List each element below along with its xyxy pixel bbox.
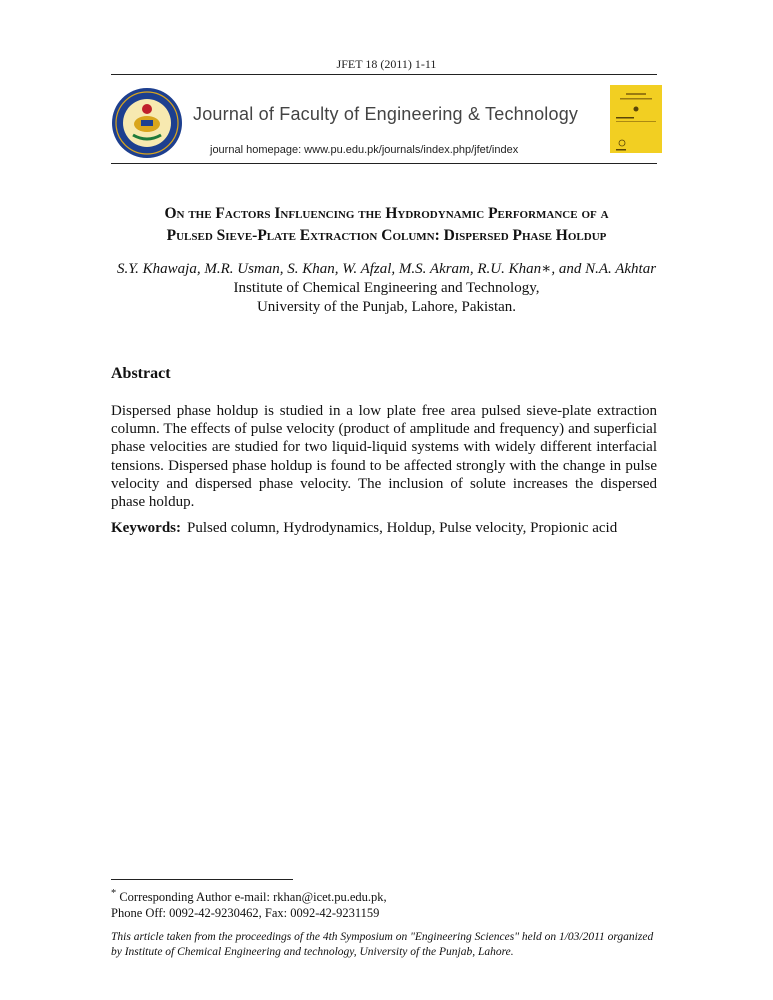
author-list: S.Y. Khawaja, M.R. Usman, S. Khan, W. Afzal, M.S. Akram, R.U. Khan∗, and N.A. Akhtar	[116, 261, 657, 277]
footnote-line-1: Corresponding Author e-mail: rkhan@icet.pu.edu.pk,	[119, 890, 387, 905]
corresponding-author-footnote	[111, 886, 657, 921]
author-block	[60, 260, 713, 317]
keywords-line	[111, 520, 657, 537]
article-title	[80, 203, 693, 247]
journal-cover-thumbnail	[610, 85, 662, 153]
proceedings-note: This article taken from the proceedings of the 4th Symposium on "Engineering Sciences" held on 1/03/2011 organized by Institute of Chemical Engineering and technology, University of the Punjab, Lahore.	[111, 931, 654, 958]
keywords-text: Pulsed column, Hydrodynamics, Holdup, Pulse velocity, Propionic acid	[187, 520, 618, 536]
journal-citation: JFET 18 (2011) 1-11	[336, 57, 437, 71]
header-top-rule	[111, 74, 657, 75]
title-line-2: Pulsed Sieve-Plate Extraction Column: Dispersed Phase Holdup	[166, 227, 607, 244]
abstract-text: Dispersed phase holdup is studied in a low plate free area pulsed sieve-plate extraction column. The effects of pulse velocity (product of amplitude and frequency) and superficial phase velocities are studied for two liquid-liquid systems with widely different interfacial tensions. Dispersed phase holdup is found to be affected strongly with the change in pulse velocity and dispersed phase velocity. The inclusion of solute increases the dispersed phase holdup.	[111, 403, 657, 511]
footnote-marker: *	[111, 888, 117, 899]
keywords-label: Keywords:	[111, 520, 181, 536]
journal-name: Journal of Faculty of Engineering & Technology	[193, 104, 579, 124]
affiliation-line-2: University of the Punjab, Lahore, Pakistan.	[256, 299, 517, 315]
abstract-heading: Abstract	[111, 365, 171, 382]
footnote-rule	[111, 879, 293, 880]
journal-homepage[interactable]: journal homepage: www.pu.edu.pk/journals/index.php/jfet/index	[210, 144, 519, 156]
affiliation-line-1: Institute of Chemical Engineering and Technology,	[233, 280, 540, 296]
university-seal-logo	[111, 87, 183, 159]
header-bottom-rule	[111, 163, 657, 164]
footnote-line-2: Phone Off: 0092-42-9230462, Fax: 0092-42-9231159	[111, 906, 380, 921]
title-line-1: On the Factors Influencing the Hydrodynamic Performance of a	[164, 205, 609, 222]
